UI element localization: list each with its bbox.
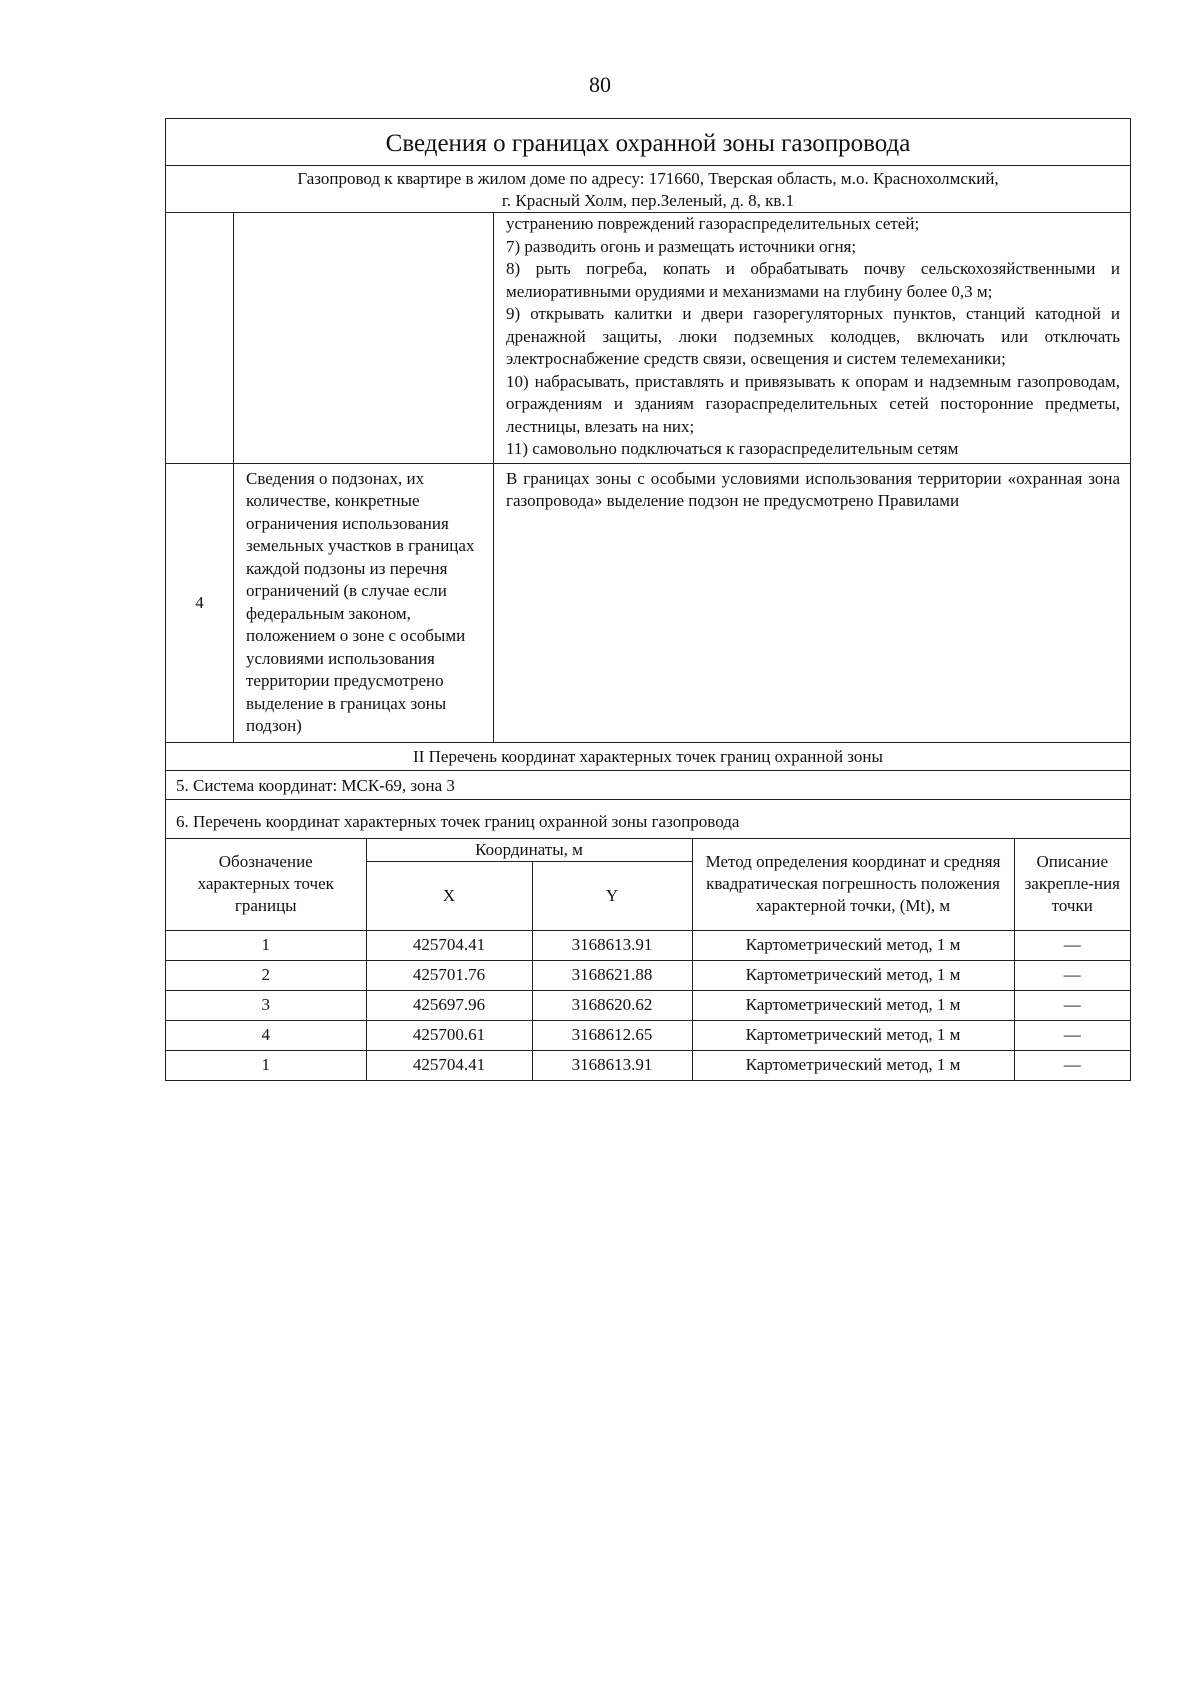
point-x: 425701.76 bbox=[366, 960, 532, 990]
point-x: 425704.41 bbox=[366, 1050, 532, 1080]
row-name-cell bbox=[234, 213, 494, 463]
point-description: — bbox=[1014, 1020, 1130, 1050]
header-point: Обозначение характерных точек границы bbox=[166, 839, 366, 931]
header-method bbox=[692, 839, 1014, 931]
point-x: 425704.41 bbox=[366, 930, 532, 960]
table-row bbox=[166, 930, 1130, 960]
header-coordinates: Координаты, м bbox=[366, 839, 692, 862]
point-y: 3168621.88 bbox=[532, 960, 692, 990]
header-method-text: Метод определения координат и средняя квадратическая погрешность положения характерной точки, (Mt), м bbox=[705, 852, 1001, 915]
point-y: 3168613.91 bbox=[532, 930, 692, 960]
point-method: Картометрический метод, 1 м bbox=[692, 960, 1014, 990]
page-number: 80 bbox=[589, 72, 611, 97]
point-description: — bbox=[1014, 990, 1130, 1020]
point-method: Картометрический метод, 1 м bbox=[692, 930, 1014, 960]
point-x: 425700.61 bbox=[366, 1020, 532, 1050]
header-description: Описание закрепле-ния точки bbox=[1014, 839, 1130, 931]
point-description: — bbox=[1014, 1050, 1130, 1080]
restriction-item: устранению повреждений газораспределительных сетей; bbox=[506, 214, 920, 233]
point-method: Картометрический метод, 1 м bbox=[692, 990, 1014, 1020]
address-line-2: г. Красный Холм, пер.Зеленый, д. 8, кв.1 bbox=[501, 191, 795, 210]
table-row bbox=[166, 960, 1130, 990]
restriction-item: 7) разводить огонь и размещать источники огня; bbox=[506, 236, 857, 256]
point-id: 4 bbox=[166, 1020, 366, 1050]
table-row bbox=[166, 1020, 1130, 1050]
point-id: 3 bbox=[166, 990, 366, 1020]
restrictions-continued-row bbox=[166, 213, 1130, 464]
point-method: Картометрический метод, 1 м bbox=[692, 1020, 1014, 1050]
restriction-item: 10) набрасывать, приставлять и привязывать к опорам и надземным газопроводам, ограждениям и зданиям газораспределительных сетей посторонние предметы, лестницы, влезать на них; bbox=[506, 371, 1120, 436]
address-line-1: Газопровод к квартире в жилом доме по адресу: 171660, Тверская область, м.о. Краснохолмский, bbox=[297, 169, 999, 188]
coordinates-table bbox=[166, 839, 1130, 1080]
table-row bbox=[166, 990, 1130, 1020]
header-x: X bbox=[366, 861, 532, 930]
restrictions-text bbox=[494, 213, 1130, 463]
section-2-title: II Перечень координат характерных точек границ охранной зоны bbox=[166, 743, 1130, 771]
coordinates-table-wrapper bbox=[166, 839, 1130, 1080]
point-id: 1 bbox=[166, 930, 366, 960]
point-id: 2 bbox=[166, 960, 366, 990]
row-number-cell bbox=[166, 213, 234, 463]
subzones-row bbox=[166, 464, 1130, 743]
point-description: — bbox=[1014, 930, 1130, 960]
point-description: — bbox=[1014, 960, 1130, 990]
document-title: Сведения о границах охранной зоны газопровода bbox=[166, 119, 1130, 166]
restriction-item: 9) открывать калитки и двери газорегуляторных пунктов, станций катодной и дренажной защиты, люки подземных колодцев, включать или отключать электроснабжение средств связи, освещения и систем телемеханики; bbox=[506, 304, 1120, 368]
pipeline-address bbox=[166, 166, 1130, 213]
point-x: 425697.96 bbox=[366, 990, 532, 1020]
subzones-row-text: В границах зоны с особыми условиями использования территории «охранная зона газопровода» выделение подзон не предусмотрено Правилами bbox=[506, 468, 1120, 510]
restriction-item: 8) рыть погреба, копать и обрабатывать почву сельскохозяйственными и мелиоративными орудиями и механизмами на глубину более 0,3 м; bbox=[506, 259, 1120, 301]
coordinate-system: 5. Система координат: МСК-69, зона 3 bbox=[166, 771, 1130, 800]
subzones-row-name: Сведения о подзонах, их количестве, конкретные ограничения использования земельных участков в границах каждой подзоны из перечня ограничений (в случае если федеральным законом, положением о зоне с особыми условиями использования территории предусмотрено выделение в границах зоны подзон) bbox=[234, 464, 494, 742]
restriction-item: 11) самовольно подключаться к газораспределительным сетям bbox=[506, 439, 959, 458]
point-y: 3168612.65 bbox=[532, 1020, 692, 1050]
table-row bbox=[166, 1050, 1130, 1080]
subzones-row-number: 4 bbox=[166, 464, 234, 742]
point-y: 3168613.91 bbox=[532, 1050, 692, 1080]
point-y: 3168620.62 bbox=[532, 990, 692, 1020]
point-id: 1 bbox=[166, 1050, 366, 1080]
header-y: Y bbox=[532, 861, 692, 930]
coordinate-list-title: 6. Перечень координат характерных точек границ охранной зоны газопровода bbox=[166, 800, 1130, 839]
protection-zone-table bbox=[165, 118, 1131, 1081]
point-method: Картометрический метод, 1 м bbox=[692, 1050, 1014, 1080]
